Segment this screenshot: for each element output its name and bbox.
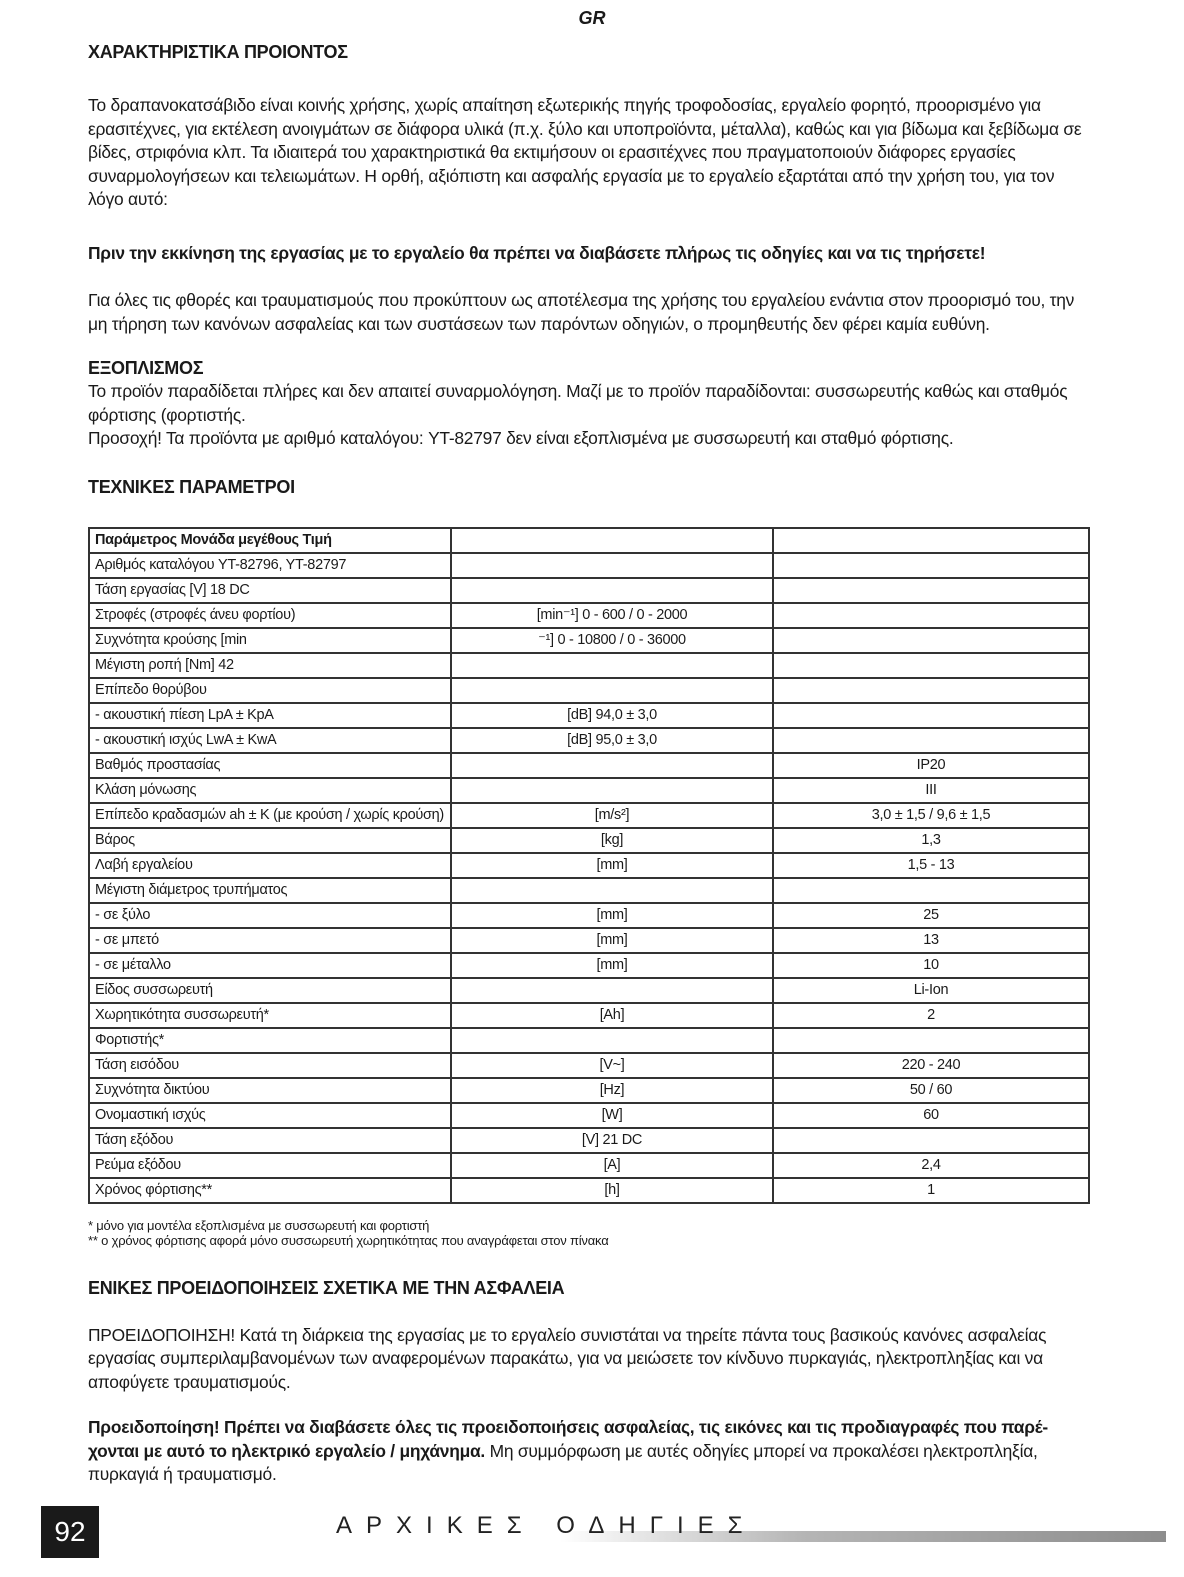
value-cell <box>773 553 1089 578</box>
unit-cell: [W] <box>451 1103 773 1128</box>
value-cell: 1 <box>773 1178 1089 1203</box>
param-cell: Λαβή εργαλείου <box>89 853 451 878</box>
read-all-warnings-bold: Προειδοποίηση! Πρέπει να διαβάσετε όλες τις προειδοποιήσεις ασφαλείας, τις εικόνες και τις προδιαγραφές που παρέχονται με αυτό το ηλεκτρικό εργαλείο / μηχάνημα. <box>88 1417 1049 1461</box>
footnote-1: * μόνο για μοντέλα εξοπλισμένα με συσσωρευτή και φορτιστή <box>88 1217 430 1233</box>
table-row <box>89 553 1089 578</box>
value-cell: 1,5 - 13 <box>773 853 1089 878</box>
param-cell: - σε ξύλο <box>89 903 451 928</box>
table-row <box>89 1078 1089 1103</box>
table-row <box>89 1153 1089 1178</box>
unit-cell: [h] <box>451 1178 773 1203</box>
page-number: 92 <box>41 1506 99 1558</box>
table-row <box>89 1103 1089 1128</box>
unit-cell <box>451 653 773 678</box>
table-header-row <box>89 528 1089 553</box>
table-row <box>89 728 1089 753</box>
unit-cell: [dB] 95,0 ± 3,0 <box>451 728 773 753</box>
param-cell: Ονομαστική ισχύς <box>89 1103 451 1128</box>
table-row <box>89 953 1089 978</box>
param-cell: Βάρος <box>89 828 451 853</box>
unit-cell <box>451 778 773 803</box>
value-cell: 3,0 ± 1,5 / 9,6 ± 1,5 <box>773 803 1089 828</box>
param-cell: Κλάση μόνωσης <box>89 778 451 803</box>
table-row <box>89 928 1089 953</box>
value-cell <box>773 678 1089 703</box>
table-footnotes <box>88 1218 1092 1248</box>
table-row <box>89 1178 1089 1203</box>
unit-cell: [V] 21 DC <box>451 1128 773 1153</box>
equipment-note: Προσοχή! Τα προϊόντα με αριθμό καταλόγου: YT-82797 δεν είναι εξοπλισμένα με συσσωρευτή και σταθμό φόρτισης. <box>88 428 954 448</box>
table-row <box>89 578 1089 603</box>
value-cell: 25 <box>773 903 1089 928</box>
unit-cell <box>451 553 773 578</box>
unit-cell: [m/s²] <box>451 803 773 828</box>
value-cell <box>773 628 1089 653</box>
safety-warning-paragraph: ΠΡΟΕΙΔΟΠΟΙΗΣΗ! Κατά τη διάρκεια της εργασίας με το εργαλείο συνιστάται να τηρείτε πάντα τους βασικούς κανόνες ασφαλείας εργασίας συμπεριλαμβανομένων των αναφερομένων παρακάτω, για να μειώσετε τον κίνδυνο πυρκαγιάς, ηλεκτροπληξίας και να αποφύγετε τραυματισμούς. <box>88 1324 1047 1392</box>
unit-cell <box>451 753 773 778</box>
value-cell <box>773 1128 1089 1153</box>
table-row <box>89 903 1089 928</box>
table-row <box>89 1003 1089 1028</box>
table-row <box>89 853 1089 878</box>
value-cell: 60 <box>773 1103 1089 1128</box>
value-cell <box>773 528 1089 553</box>
value-cell: 220 - 240 <box>773 1053 1089 1078</box>
value-cell <box>773 728 1089 753</box>
unit-cell: [kg] <box>451 828 773 853</box>
param-cell: - ακουστική ισχύς LwA ± KwA <box>89 728 451 753</box>
param-cell: Στροφές (στροφές άνευ φορτίου) <box>89 603 451 628</box>
value-cell: 10 <box>773 953 1089 978</box>
technical-parameters-table <box>88 527 1090 1204</box>
unit-cell: [mm] <box>451 953 773 978</box>
param-cell: Συχνότητα κρούσης [min <box>89 628 451 653</box>
table-row <box>89 828 1089 853</box>
table-row <box>89 603 1089 628</box>
table-row <box>89 1128 1089 1153</box>
value-cell: 2,4 <box>773 1153 1089 1178</box>
read-instructions-warning: Πριν την εκκίνηση της εργασίας με το εργαλείο θα πρέπει να διαβάσετε πλήρως τις οδηγίες και να τις τηρήσετε! <box>88 242 986 263</box>
value-cell <box>773 703 1089 728</box>
unit-cell: [mm] <box>451 928 773 953</box>
language-code: GR <box>578 8 606 28</box>
value-cell <box>773 1028 1089 1053</box>
unit-cell: ⁻¹] 0 - 10800 / 0 - 36000 <box>451 628 773 653</box>
table-row <box>89 1028 1089 1053</box>
value-cell: 1,3 <box>773 828 1089 853</box>
read-all-warnings-paragraph <box>88 1416 1092 1487</box>
value-cell: IP20 <box>773 753 1089 778</box>
param-cell: Επίπεδο κραδασμών ah ± K (με κρούση / χωρίς κρούση) <box>89 803 451 828</box>
param-cell: Παράμετρος Μονάδα μεγέθους Τιμή <box>89 528 451 553</box>
table-row <box>89 1053 1089 1078</box>
equipment-description: Το προϊόν παραδίδεται πλήρες και δεν απαιτεί συναρμολόγηση. Μαζί με το προϊόν παραδίδονται: συσσωρευτής καθώς και σταθμός φόρτισης (φορτιστής. <box>88 381 1068 425</box>
table-row <box>89 778 1089 803</box>
section-title-equipment: ΕΞΟΠΛΙΣΜΟΣ <box>88 358 204 378</box>
footnote-2: ** ο χρόνος φόρτισης αφορά μόνο συσσωρευτή χωρητικότητας που αναγράφεται στον πίνακα <box>88 1232 609 1248</box>
table-row <box>89 678 1089 703</box>
table-row <box>89 803 1089 828</box>
value-cell: 2 <box>773 1003 1089 1028</box>
unit-cell: [dB] 94,0 ± 3,0 <box>451 703 773 728</box>
param-cell: Τάση εργασίας [V] 18 DC <box>89 578 451 603</box>
unit-cell: [V~] <box>451 1053 773 1078</box>
unit-cell <box>451 578 773 603</box>
table-row <box>89 978 1089 1003</box>
unit-cell <box>451 528 773 553</box>
param-cell: Αριθμός καταλόγου YT-82796, YT-82797 <box>89 553 451 578</box>
param-cell: Επίπεδο θορύβου <box>89 678 451 703</box>
param-cell: - σε μπετό <box>89 928 451 953</box>
value-cell <box>773 653 1089 678</box>
unit-cell: [Hz] <box>451 1078 773 1103</box>
param-cell: Ρεύμα εξόδου <box>89 1153 451 1178</box>
unit-cell: [mm] <box>451 853 773 878</box>
param-cell: Βαθμός προστασίας <box>89 753 451 778</box>
table-row <box>89 878 1089 903</box>
param-cell: - ακουστική πίεση LpA ± KpA <box>89 703 451 728</box>
table-row <box>89 653 1089 678</box>
table-row <box>89 753 1089 778</box>
unit-cell: [min⁻¹] 0 - 600 / 0 - 2000 <box>451 603 773 628</box>
section-title-technical-parameters: ΤΕΧΝΙΚΕΣ ΠΑΡΑΜΕΤΡΟΙ <box>88 476 295 497</box>
table-row <box>89 628 1089 653</box>
param-cell: Χρόνος φόρτισης** <box>89 1178 451 1203</box>
unit-cell: [Ah] <box>451 1003 773 1028</box>
page-content <box>88 40 1092 1487</box>
param-cell: Τάση εξόδου <box>89 1128 451 1153</box>
value-cell <box>773 603 1089 628</box>
param-cell: Είδος συσσωρευτή <box>89 978 451 1003</box>
param-cell: Τάση εισόδου <box>89 1053 451 1078</box>
product-description: Το δραπανοκατσάβιδο είναι κοινής χρήσης, χωρίς απαίτηση εξωτερικής πηγής τροφοδοσίας, εργαλείο φορητό, προορισμένο για ερασιτέχνες, για εκτέλεση ανοιγμάτων σε διάφορα υλικά (π.χ. ξύλο και υποπροϊόντα, μέταλλα), καθώς και για βίδωμα και ξεβίδωμα σε βίδες, στριφόνια κλπ. Τα ιδιαιτερά του χαρακτηριστικά θα εκτιμήσουν οι ερασιτέχνες που πραγματοποιούν διάφορες εργασίες συναρμολογήσεων και τελειωμάτων. Η ορθή, αξιόπιστη και ασφαλής εργασία με το εργαλείο εξαρτάται από την χρήση του, για τον λόγο αυτό: <box>88 95 1082 209</box>
unit-cell: [mm] <box>451 903 773 928</box>
read-all-warnings-rest: Μη συμμόρφωση με αυτές οδηγίες μπορεί να προκαλέσει ηλεκτροπληξία, πυρκαγιά ή τραυματισμό. <box>88 1440 1038 1484</box>
value-cell: III <box>773 778 1089 803</box>
value-cell <box>773 878 1089 903</box>
param-cell: Συχνότητα δικτύου <box>89 1078 451 1103</box>
unit-cell: [A] <box>451 1153 773 1178</box>
unit-cell <box>451 1028 773 1053</box>
value-cell: 13 <box>773 928 1089 953</box>
section-title-product-features: ΧΑΡΑΚΤΗΡΙΣΤΙΚΑ ΠΡΟΙΟΝΤΟΣ <box>88 42 348 62</box>
param-cell: - σε μέταλλο <box>89 953 451 978</box>
param-cell: Μέγιστη διάμετρος τρυπήματος <box>89 878 451 903</box>
value-cell <box>773 578 1089 603</box>
unit-cell <box>451 878 773 903</box>
param-cell: Μέγιστη ροπή [Nm] 42 <box>89 653 451 678</box>
value-cell: Li-Ion <box>773 978 1089 1003</box>
value-cell: 50 / 60 <box>773 1078 1089 1103</box>
liability-notice: Για όλες τις φθορές και τραυματισμούς που προκύπτουν ως αποτέλεσμα της χρήσης του εργαλείου ενάντια στον προορισμό του, την μη τήρηση των κανόνων ασφαλείας και των συστάσεων των παρόντων οδηγιών, ο προμηθευτής δεν φέρει καμία ευθύνη. <box>88 290 1075 334</box>
param-cell: Χωρητικότητα συσσωρευτή* <box>89 1003 451 1028</box>
unit-cell <box>451 678 773 703</box>
footer-title: ΑΡΧΙΚΕΣ ΟΔΗΓΙΕΣ <box>336 1512 757 1539</box>
page-footer <box>0 1500 1184 1577</box>
unit-cell <box>451 978 773 1003</box>
section-title-safety-warnings: ΕΝΙΚΕΣ ΠΡΟΕΙΔΟΠΟΙΗΣΕΙΣ ΣΧΕΤΙΚΑ ΜΕ ΤΗΝ ΑΣΦΑΛΕΙΑ <box>88 1277 565 1298</box>
table-row <box>89 703 1089 728</box>
param-cell: Φορτιστής* <box>89 1028 451 1053</box>
